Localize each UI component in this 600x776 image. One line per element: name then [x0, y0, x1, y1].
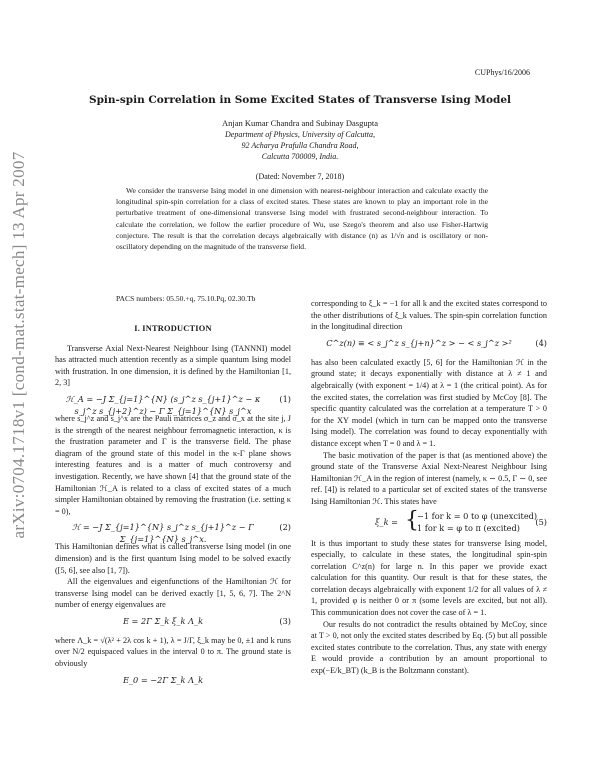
equation-5-case-2: 1 for k = φ to π (excited)	[417, 522, 520, 533]
equation-4-body: C^z(n) ≡ < s_j^z s_{j+n}^z > − < s_j^z >²	[326, 337, 512, 348]
equation-ground-energy	[55, 670, 291, 694]
intro-paragraph-2: where s_j^z and s_j^x are the Pauli matrices σ_z and σ_x at the site j, J is the strength of the nearest neighbour ferromagnetic interaction, κ is the frustration parameter and Γ is the transverse field. The phase diagram of the ground state of this model in the κ-Γ plane shows interesting features and is a matter of much controversy and investigation. Recently, we have shown [4] that the ground state of the Hamiltonian ℋ_A is related to a class of excited states of a much simpler Hamiltonian obtained by removing the frustration (i.e. setting κ = 0),	[55, 413, 291, 516]
equation-3-body: E = 2Γ Σ_k ξ_k Λ_k	[122, 615, 204, 626]
intro-paragraph-5: where Λ_k = √(λ² + 2λ cos k + 1), λ = J/Γ, ξ_k may be 0, ±1 and k runs over N/2 equispaced values in the interval 0 to π. The ground state is obviously	[55, 635, 291, 669]
equation-4-number: (4)	[535, 337, 547, 348]
equation-3-number: (3)	[279, 615, 291, 626]
affiliation-street: 92 Acharya Prafulla Chandra Road,	[241, 141, 359, 150]
right-paragraph-1: corresponding to ξ_k = −1 for all k and the excited states correspond to the other distributions of ξ_k values. The spin-spin correlation function in the longitudinal direction	[311, 299, 547, 332]
equation-ground-energy-body: E_0 = −2Γ Σ_k Λ_k	[122, 674, 204, 685]
equation-4	[311, 333, 547, 357]
equation-5-brace: {	[405, 507, 419, 533]
intro-paragraph-4: All the eigenvalues and eigenfunctions of the Hamiltonian ℋ for transverse Ising model can be derived exactly [1, 5, 6, 7]. The 2^N number of energy eigenvalues are	[55, 577, 291, 610]
paper-id: CUPhys/16/2006	[474, 68, 530, 77]
pacs-numbers: PACS numbers: 05.50.+q, 75.10.Pq, 02.30.Tb	[116, 294, 256, 303]
equation-1-number: (1)	[279, 393, 291, 404]
abstract: We consider the transverse Ising model in one dimension with nearest-neighbour interaction and calculate exactly the longitudinal spin-spin correlation for a class of excited states. These states are known to play an important role in the perturbative treatment of one-dimensional transverse Ising model with frustrated second-neighbour interaction. To calculate the correlation, we follow the earlier procedure of Wu, use Szego's theorem and also use Fisher-Hartwig conjecture. The result is that the correlation decays algebraically with distance (n) as 1/√n and is oscillatory or non-oscillatory depending on the magnitude of the transverse field.	[116, 186, 488, 252]
right-column	[311, 298, 547, 677]
paper-title: Spin-spin Correlation in Some Excited States of Transverse Ising Model	[88, 94, 512, 106]
affiliation-city: Calcutta 700009, India.	[261, 152, 339, 161]
section-heading-introduction: I. INTRODUCTION	[134, 324, 212, 333]
equation-5-lhs: ξ_k =	[375, 516, 399, 527]
equation-2-body: ℋ = −J Σ_{j=1}^{N} s_j^z s_{j+1}^z − Γ Σ_{j=1}^{N} s_j^x.	[72, 522, 254, 544]
equation-5-case-1: −1 for k = 0 to φ (unexcited)	[417, 510, 538, 521]
authors: Anjan Kumar Chandra and Subinay Dasgupta	[221, 118, 379, 128]
equation-1-body: ℋ_A = −J Σ_{j=1}^{N} (s_j^z s_{j+1}^z − κ s_j^z s_{j+2}^z) − Γ Σ_{j=1}^{N} s_j^x	[65, 393, 261, 416]
right-paragraph-5: Our results do not contradict the results obtained by McCoy, since at T > 0, not only the excited states described by Eq. (5) but all possible excited states contribute to the correlation. Thus, any state with energy E would provide a contribution by an amount proportional to exp(−E/k_BT) (k_B is the Boltzmann constant).	[311, 619, 547, 676]
right-paragraph-4: It is thus important to study these states for transverse Ising model, especially, to calculate in these states, the longitudinal spin-spin correlation C^z(n) for large n. In this paper we provide exact calculation for this quantity. Our result is that for these states, the correlation decays algebraically with exponent 1/2 for all values of λ ≠ 1, provided φ is neither 0 or π (some levels are excited, but not all). This communication does not cover the case of λ = 1.	[311, 538, 547, 618]
left-column	[55, 323, 291, 694]
right-paragraph-2: has also been calculated exactly [5, 6] for the Hamiltonian ℋ in the ground state; it decays exponentially with distance at λ ≠ 1 and algebraically (with exponent = 1/4) at λ = 1 (the critical point). As for the excited states, the correlation was first studied by McCoy [8]. The specific quantity calculated was the correlation at a temperature T > 0 for the XY model (which in turn can be mapped onto the transverse Ising model). The correlation was found to decay exponentially with distance except when T = 0 and λ = 1.	[311, 357, 547, 448]
equation-2	[55, 517, 291, 544]
equation-2-number: (2)	[279, 522, 291, 533]
right-paragraph-3: The basic motivation of the paper is that (as mentioned above) the ground state of the Transverse Axial Next-Nearest Neighbour Ising Hamiltonian ℋ_A in the region of interest (namely, κ ∼ 0.5, Γ ∼ 0, see ref. [4]) is related to a particular set of excited states of the transverse Ising Hamiltonian ℋ. This states have	[311, 450, 547, 506]
dated-line: (Dated: November 7, 2018)	[255, 172, 345, 181]
equation-5	[311, 508, 547, 538]
intro-paragraph-3: This Hamiltonian defines what is called transverse Ising model (in one dimension) and is the first quantum Ising model to be solved exactly ([5, 6], see also [1, 7]).	[55, 542, 291, 575]
intro-paragraph-1: Transverse Axial Next-Nearest Neighbour Ising (TANNNI) model has attracted much attention recently as a simple quantum Ising model with frustration. In one dimension, it is defined by the Hamiltonian [1, 2, 3]	[55, 343, 291, 388]
equation-1	[55, 389, 291, 416]
equation-5-number: (5)	[535, 516, 547, 527]
affiliation-department: Department of Physics, University of Calcutta,	[225, 130, 375, 139]
equation-3	[55, 611, 291, 635]
arxiv-identifier: arXiv:0704.1718v1 [cond-mat.stat-mech] 13 Apr 2007	[9, 151, 28, 539]
